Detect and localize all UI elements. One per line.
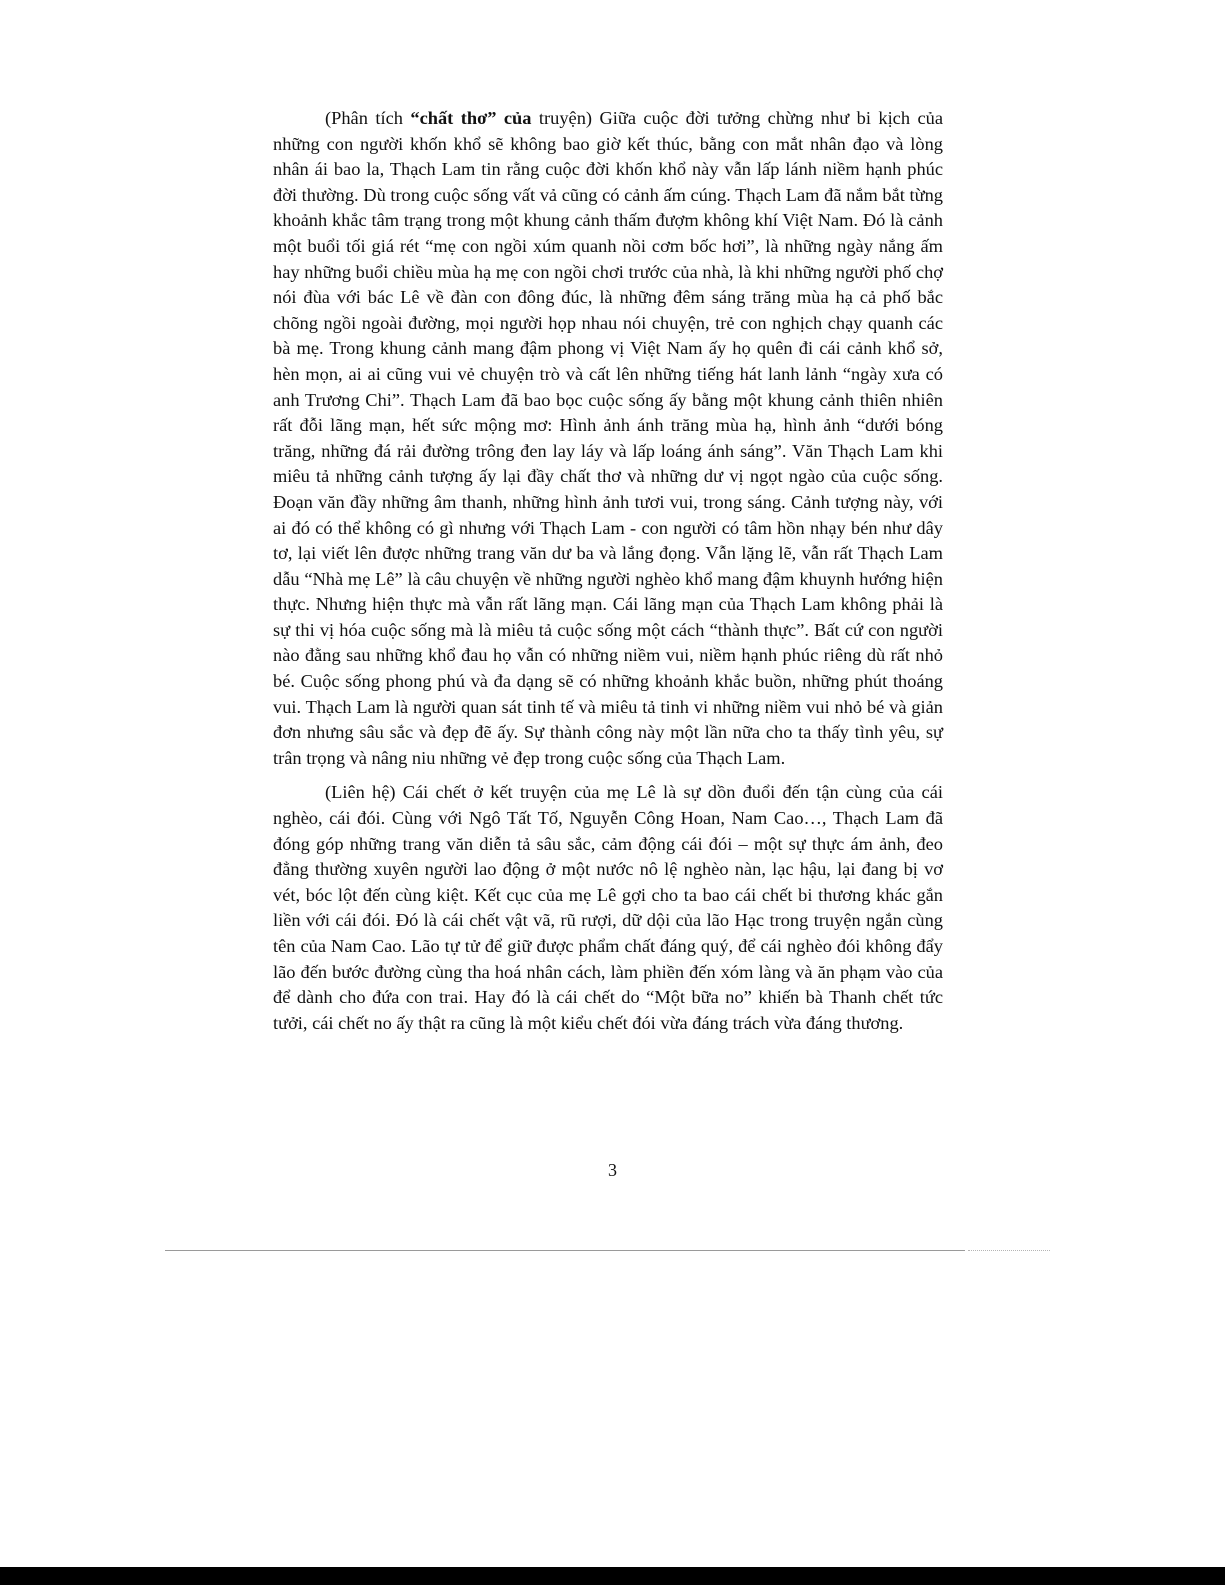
- bottom-edge-bar: [0, 1567, 1225, 1585]
- paragraph-body: truyện) Giữa cuộc đời tưởng chừng như bi kịch của những con người khốn khổ sẽ không bao giờ kết thúc, bằng con mắt nhân đạo và lòng nhân ái bao la, Thạch Lam tin rằng cuộc đời khốn khổ này vẫn lấp lánh niềm hạnh phúc đời thường. Dù trong cuộc sống vất vả cũng có cảnh ấm cúng. Thạch Lam đã nắm bắt từng khoảnh khắc tâm trạng trong một khung cảnh thấm đượm không khí Việt Nam. Đó là cảnh một buổi tối giá rét “mẹ con ngồi xúm quanh nồi cơm bốc hơi”, là những ngày nắng ấm hay những buổi chiều mùa hạ mẹ con ngồi chơi trước của nhà, là khi những người phố chợ nói đùa với bác Lê về đàn con đông đúc, là những đêm sáng trăng mùa hạ cả phố bắc chõng ngồi ngoài đường, mọi người họp nhau nói chuyện, trẻ con nghịch chạy quanh các bà mẹ. Trong khung cảnh mang đậm phong vị Việt Nam ấy họ quên đi cái cảnh khổ sở, hèn mọn, ai ai cũng vui vẻ chuyện trò và cất lên những tiếng hát lanh lảnh “ngày xưa có anh Trương Chi”. Thạch Lam đã bao bọc cuộc sống ấy bằng một khung cảnh thiên nhiên rất đỗi lãng mạn, hết sức mộng mơ: Hình ảnh ánh trăng mùa hạ, hình ảnh “dưới bóng trăng, những đá rải đường trông đen lay láy và lấp loáng ánh sáng”. Văn Thạch Lam khi miêu tả những cảnh tượng ấy lại đầy chất thơ và những dư vị ngọt ngào của cuộc sống. Đoạn văn đầy những âm thanh, những hình ảnh tươi vui, trong sáng. Cảnh tượng này, với ai đó có thể không có gì nhưng với Thạch Lam - con người có tâm hồn nhạy bén như dây tơ, lại viết lên được những trang văn dư ba và lắng đọng. Vẫn lặng lẽ, vẫn rất Thạch Lam dẫu “Nhà mẹ Lê” là câu chuyện về những người nghèo khổ mang đậm khuynh hướng hiện thực. Nhưng hiện thực mà vẫn rất lãng mạn. Cái lãng mạn của Thạch Lam không phải là sự thi vị hóa cuộc sống mà là miêu tả cuộc sống một cách “thành thực”. Bất cứ con người nào đằng sau những khổ đau họ vẫn có những niềm vui, niềm hạnh phúc riêng dù rất nhỏ bé. Cuộc sống phong phú và đa dạng sẽ có những khoảnh khắc buồn, những phút thoáng vui. Thạch Lam là người quan sát tinh tế và miêu tả tinh vi những niềm vui nhỏ bé và giản đơn nhưng sâu sắc và đẹp đẽ ấy. Sự thành công này một lần nữa cho ta thấy tình yêu, sự trân trọng và nâng niu những vẻ đẹp trong cuộc sống của Thạch Lam.: [273, 108, 944, 768]
- document-body: [273, 106, 943, 1036]
- paragraph-lead: (Phân tích: [325, 108, 411, 128]
- paragraph-poetic-analysis: [273, 106, 943, 771]
- bold-phrase-chat-tho: “chất thơ” của: [410, 108, 532, 128]
- page-number: 3: [608, 1160, 617, 1180]
- paragraph-connection: (Liên hệ) Cái chết ở kết truyện của mẹ Lê là sự dồn đuổi đến tận cùng của cái nghèo, cái đói. Cùng với Ngô Tất Tố, Nguyễn Công Hoan, Nam Cao…, Thạch Lam đã đóng góp những trang văn diễn tả sâu sắc, cảm động cái đói – một sự thực ám ảnh, đeo đẳng thường xuyên người lao động ở một nước nô lệ nghèo nàn, lạc hậu, lại đang bị vơ vét, bóc lột đến cùng kiệt. Kết cục của mẹ Lê gợi cho ta bao cái chết bi thương khác gắn liền với cái đói. Đó là cái chết vật vã, rũ rượi, dữ dội của lão Hạc trong truyện ngắn cùng tên của Nam Cao. Lão tự tử để giữ được phẩm chất đáng quý, để cái nghèo đói không đẩy lão đến bước đường cùng tha hoá nhân cách, làm phiền đến xóm làng và ăn phạm vào của để dành cho đứa con trai. Hay đó là cái chết do “Một bữa no” khiến bà Thanh chết tức tưởi, cái chết no ấy thật ra cũng là một kiểu chết đói vừa đáng trách vừa đáng thương.: [273, 782, 943, 1033]
- page-divider-line: [165, 1250, 965, 1251]
- page-divider-tail: [968, 1250, 1050, 1251]
